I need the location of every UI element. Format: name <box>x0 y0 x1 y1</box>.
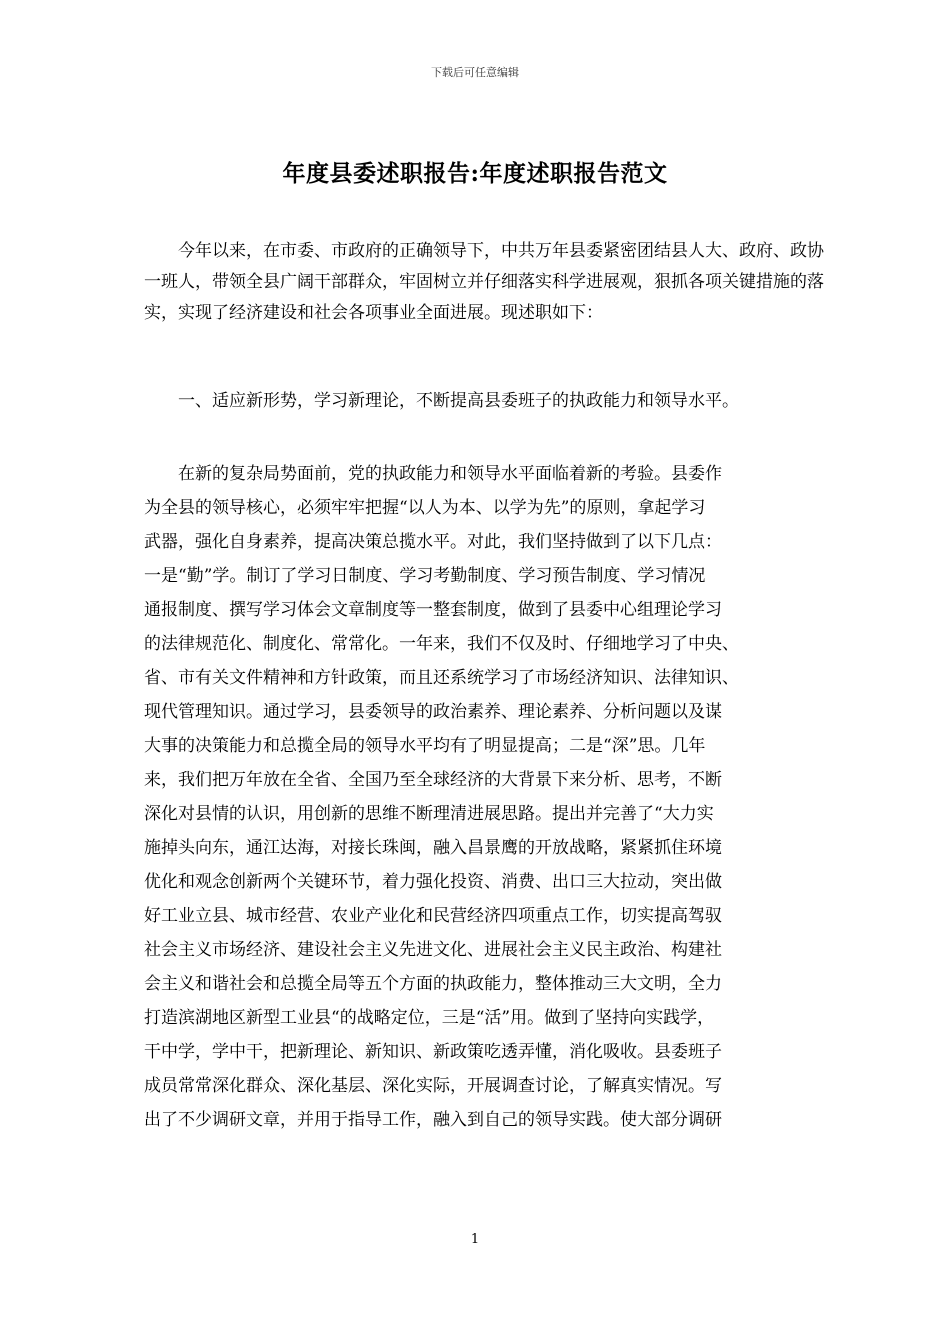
main-paragraph-line: 社会主义市场经济、建设社会主义先进文化、进展社会主义民主政治、构建社 <box>144 940 722 960</box>
main-paragraph-line: 打造滨湖地区新型工业县“的战略定位，三是“活”用。做到了坚持向实践学， <box>144 1008 715 1028</box>
main-paragraph-line: 出了不少调研文章，并用于指导工作，融入到自己的领导实践。使大部分调研 <box>144 1110 722 1130</box>
main-paragraph-line: 来，我们把万年放在全省、全国乃至全球经济的大背景下来分析、思考，不断 <box>144 770 722 790</box>
main-paragraph-line: 通报制度、撰写学习体会文章制度等一整套制度，做到了县委中心组理论学习 <box>144 600 722 620</box>
main-paragraph <box>144 457 826 1137</box>
page-number: 1 <box>470 1232 480 1247</box>
main-paragraph-line: 现代管理知识。通过学习，县委领导的政治素养、理论素养、分析问题以及谋 <box>144 702 722 722</box>
main-paragraph-line: 会主义和谐社会和总揽全局等五个方面的执政能力，整体推动三大文明，全力 <box>144 974 722 994</box>
main-paragraph-line: 好工业立县、城市经营、农业产业化和民营经济四项重点工作，切实提高驾驭 <box>144 906 722 926</box>
main-paragraph-line: 武器，强化自身素养，提高决策总揽水平。对此，我们坚持做到了以下几点： <box>144 532 722 552</box>
header-note: 下载后可任意编辑 <box>431 66 519 79</box>
main-paragraph-line: 干中学，学中干，把新理论、新知识、新政策吃透弄懂，消化吸收。县委班子 <box>144 1042 722 1062</box>
main-paragraph-line: 深化对县情的认识，用创新的思维不断理清进展思路。提出并完善了“大力实 <box>144 804 714 824</box>
main-paragraph-line: 大事的决策能力和总揽全局的领导水平均有了明显提高；二是“深”思。几年 <box>144 736 706 756</box>
main-paragraph-line: 在新的复杂局势面前，党的执政能力和领导水平面临着新的考验。县委作 <box>178 464 722 484</box>
main-paragraph-line: 施掉头向东，通江达海，对接长珠闽，融入昌景鹰的开放战略，紧紧抓住环境 <box>144 838 722 858</box>
main-paragraph-line: 成员常常深化群众、深化基层、深化实际，开展调查讨论，了解真实情况。写 <box>144 1076 722 1096</box>
main-paragraph-line: 优化和观念创新两个关键环节，着力强化投资、消费、出口三大拉动，突出做 <box>144 872 722 892</box>
main-paragraph-line: 一是“勤”学。制订了学习日制度、学习考勤制度、学习预告制度、学习情况 <box>144 566 706 586</box>
main-paragraph-line: 为全县的领导核心，必须牢牢把握“以人为本、以学为先”的原则，拿起学习 <box>144 498 706 518</box>
section-heading: 一、适应新形势，学习新理论，不断提高县委班子的执政能力和领导水平。 <box>178 391 739 411</box>
intro-section <box>144 236 824 329</box>
main-paragraph-line: 的法律规范化、制度化、常常化。一年来，我们不仅及时、仔细地学习了中央、 <box>144 634 739 654</box>
document-title: 年度县委述职报告:年度述职报告范文 <box>282 160 668 187</box>
intro-paragraph: 今年以来，在市委、市政府的正确领导下，中共万年县委紧密团结县人大、政府、政协一班人，带领全县广阔干部群众，牢固树立并仔细落实科学进展观，狠抓各项关键措施的落实，实现了经济建设和社会各项事业全面进展。现述职如下： <box>144 241 824 323</box>
main-paragraph-text <box>144 457 826 1137</box>
main-paragraph-line: 省、市有关文件精神和方针政策，而且还系统学习了市场经济知识、法律知识、 <box>144 668 739 688</box>
